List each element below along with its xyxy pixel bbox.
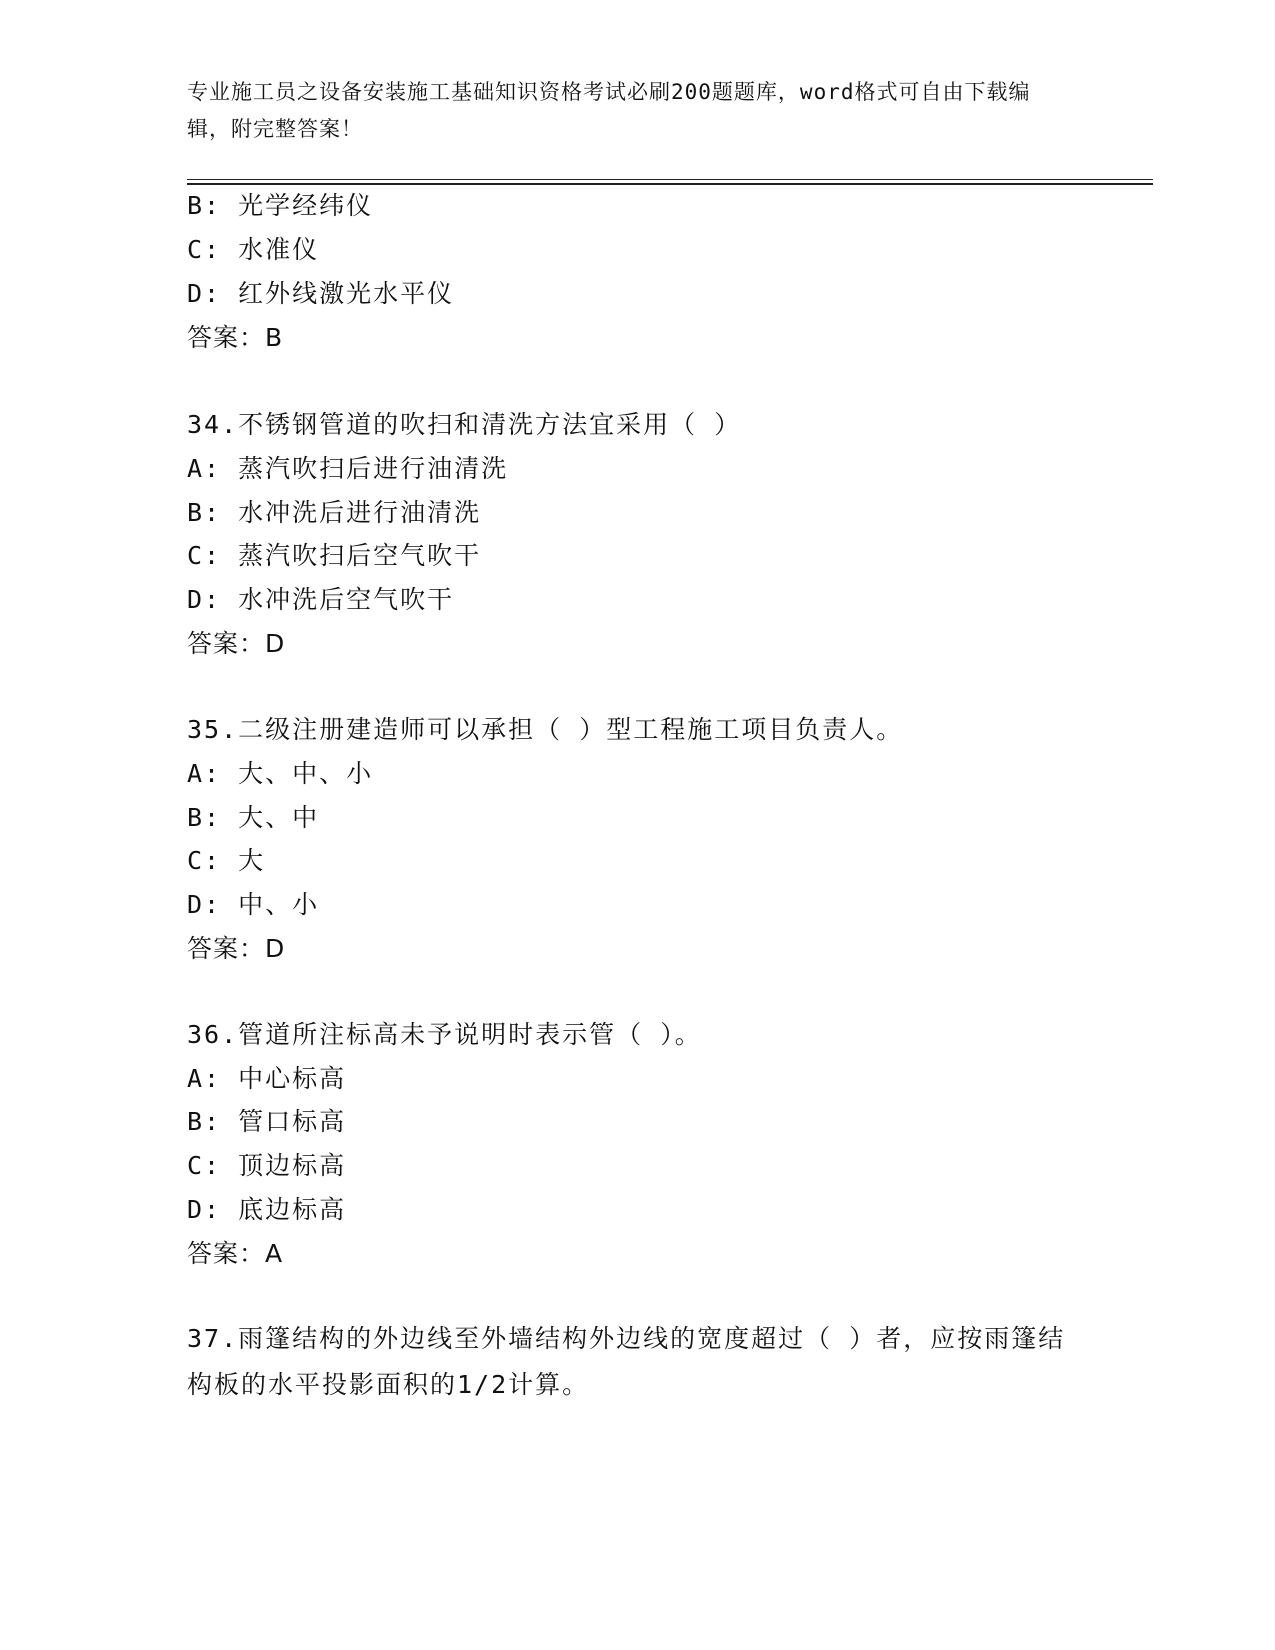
q36-option-d: D: 底边标高 (187, 1195, 347, 1224)
q36-option-b: B: 管口标高 (187, 1107, 347, 1136)
q36-option-c: C: 顶边标高 (187, 1151, 347, 1180)
q34-question: 34.不锈钢管道的吹扫和清洗方法宜采用（ ） (187, 410, 742, 439)
document-header: 专业施工员之设备安装施工基础知识资格考试必刷200题题库，word格式可自由下载编辑，附完整答案！ (187, 80, 1031, 141)
q35-option-a: A: 大、中、小 (187, 759, 374, 788)
q35-option-b: B: 大、中 (187, 803, 320, 832)
q33-option-c: C: 水准仪 (187, 235, 320, 264)
q34-option-c: C: 蒸汽吹扫后空气吹干 (187, 541, 482, 570)
q34-option-a: A: 蒸汽吹扫后进行油清洗 (187, 454, 509, 483)
q36-option-a: A: 中心标高 (187, 1064, 347, 1093)
q36-question: 36.管道所注标高未予说明时表示管（ ）。 (187, 1020, 702, 1049)
q34-option-b: B: 水冲洗后进行油清洗 (187, 498, 482, 527)
header-divider-thin (187, 179, 1153, 180)
q33-option-b: B: 光学经纬仪 (187, 191, 374, 220)
q35-option-d: D: 中、小 (187, 890, 320, 919)
q34-option-d: D: 水冲洗后空气吹干 (187, 585, 455, 614)
q33-option-d: D: 红外线激光水平仪 (187, 279, 455, 308)
q35-option-c: C: 大 (187, 846, 266, 875)
q35-question: 35.二级注册建造师可以承担（ ）型工程施工项目负责人。 (187, 715, 904, 744)
q37-question: 37.雨篷结构的外边线至外墙结构外边线的宽度超过（ ）者，应按雨篷结构板的水平投影面积的1/2计算。 (187, 1324, 1066, 1399)
q35-answer: 答案：D (187, 934, 286, 963)
q34-answer: 答案：D (187, 629, 286, 658)
q33-answer: 答案：B (187, 323, 284, 352)
q36-answer: 答案：A (187, 1239, 284, 1268)
header-divider-thick (187, 183, 1153, 185)
